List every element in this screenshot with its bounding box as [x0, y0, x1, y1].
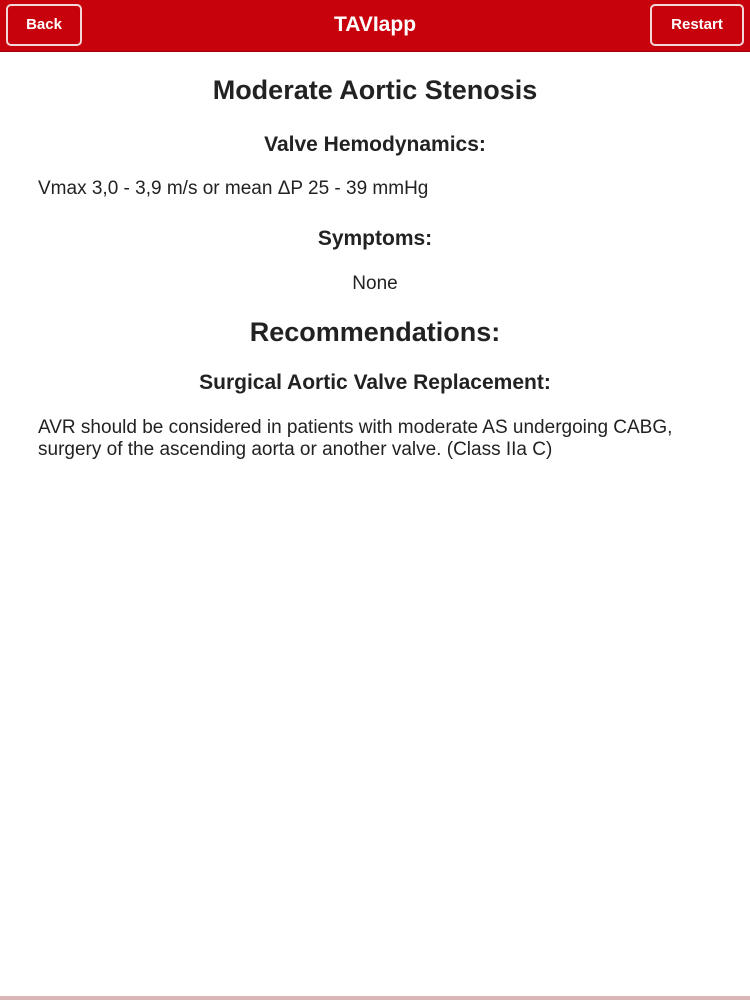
restart-button[interactable]: Restart: [650, 4, 744, 46]
bottom-edge: [0, 996, 750, 1000]
savr-text: AVR should be considered in patients with moderate AS undergoing CABG, surgery of the ascending aorta or another valve. (Class IIa C): [38, 417, 673, 460]
hemodynamics-heading: Valve Hemodynamics:: [264, 133, 486, 156]
back-button[interactable]: Back: [6, 4, 82, 46]
symptoms-text: None: [352, 273, 398, 294]
symptoms-heading: Symptoms:: [317, 227, 433, 250]
content-area: [38, 52, 712, 461]
recommendations-heading: Recommendations:: [249, 317, 501, 347]
savr-heading: Surgical Aortic Valve Replacement:: [199, 371, 551, 394]
app-title: TAVIapp: [333, 13, 417, 36]
header-bar: [0, 0, 750, 52]
page-title: Moderate Aortic Stenosis: [212, 75, 538, 105]
hemodynamics-text: Vmax 3,0 - 3,9 m/s or mean ΔP 25 - 39 mmHg: [38, 178, 429, 199]
